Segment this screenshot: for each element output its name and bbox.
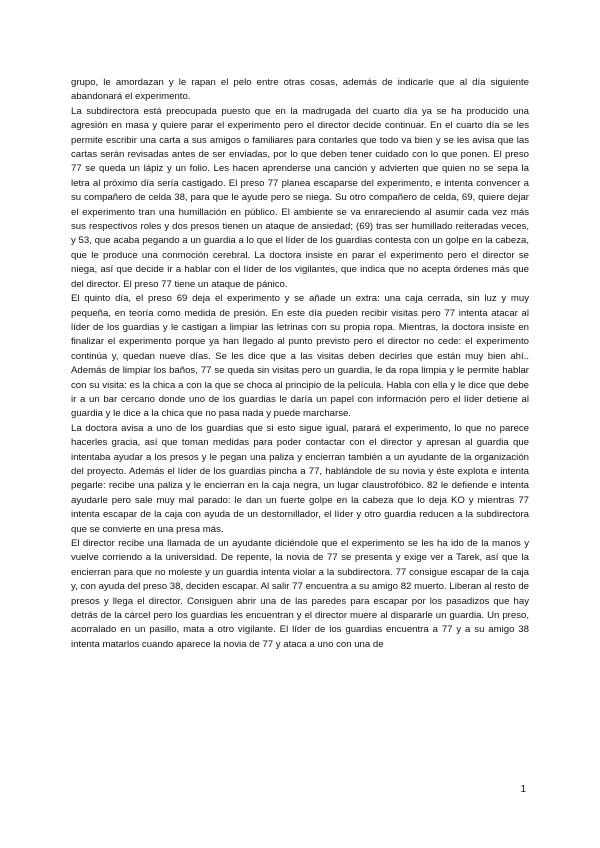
paragraph-2: La subdirectora está preocupada puesto que en la madrugada del cuarto día ya se ha producido una agresión en masa y quiere parar el experimento pero el director decide continuar. En el cuarto día se les permite escribir una carta a sus amigos o familiares para contarles que todo va bien y se les avisa que las cartas serán revisadas antes de ser enviadas, por lo que deben tener cuidado con lo que ponen. El preso 77 se queda un lápiz y un folio. Les hacen aprenderse una canción y advierten que quien no se sepa la letra al próximo día sería castigado. El preso 77 planea escaparse del experimento, e intenta convencer a su compañero de celda 38, para que le ayude pero se niega. Su otro compañero de celda, 69, quiere dejar el experimento tran una humillación en público. El ambiente se va enrareciendo al asumir cada vez más sus respectivos roles y dos presos tienen un ataque de ansiedad; (69) tras ser humillado reiteradas veces, y 53, que acaba pegando a un guardia a lo que el líder de los guardias contesta con un golpe en la cabeza, que le produce una conmoción cerebral. La doctora insiste en parar el experimento pero el director se niega, así que decide ir a hablar con el líder de los vigilantes, que indica que no acepta órdenes más que del director. El preso 77 tiene un ataque de pánico. (71, 105, 529, 290)
page-number: 1 (520, 784, 526, 795)
paragraph-5: El director recibe una llamada de un ayudante diciéndole que el experimento se les ha ido de la manos y vuelve corriendo a la universidad. De repente, la novia de 77 se presenta y exige ver a Tarek, así que la encierran para que no moleste y un guardia intenta violar a la subdirectora. 77 consigue escapar de la caja y, con ayuda del preso 38, deciden escapar. Al salir 77 encuentra a su amigo 82 muerto. Liberan al resto de presos y llega el director. Consiguen abrir una de las paredes para escapar por los pasadizos que hay detrás de la cárcel pero los guardias les encuentran y el director muere al dispararle un guardia. Un preso, acorralado en un pasillo, mata a otro vigilante. El líder de los guardias encuentra a 77 y a su amigo 38 intenta matarlos cuando aparece la novia de 77 y ataca a uno con una de (71, 538, 529, 650)
body-text (71, 76, 529, 652)
paragraph-3: El quinto día, el preso 69 deja el experimento y se añade un extra: una caja cerrada, sin luz y muy pequeña, en teoría como medida de presión. En este día pueden recibir visitas pero 77 intenta atacar al líder de los guardias y le castigan a limpiar las letrinas con su propia ropa. Mientras, la doctora insiste en finalizar el experimento porque ya han llegado al punto previsto pero el director no cede: el experimento continúa y, quedan nueve días. Se les dice que a las visitas deben decirles que están muy bien ahí.. Además de limpiar los baños, 77 se queda sin visitas pero un guardia, le da ropa limpia y le permite hablar con su visita: es la chica a con la que se choca al principio de la película. Habla con ella y le dice que debe ir a un bar cercano donde uno de los guardias le daría un papel con información pero el líder detiene al guardia y le dice a la chica que no pasa nada y puede marcharse. (71, 293, 529, 420)
paragraph-4: La doctora avisa a uno de los guardias que si esto sigue igual, parará el experimento, lo que no parece hacerles gracia, así que toman medidas para poder contactar con el director y apresan al guardia que intentaba ayudar a los presos y le pegan una paliza y encierran también a un ayudante de la organización del proyecto. Además el líder de los guardias pincha a 77, hablándole de su novia y éste explota e intenta pegarle: recibe una paliza y le encierran en la caja negra, un lugar claustrofóbico. 82 le defiende e intenta ayudarle pero sale muy mal parado: le dan un fuerte golpe en la cabeza que lo deja KO y mientras 77 intenta escapar de la caja con ayuda de un destornillador, el líder y otro guardia reducen a la subdirectora que se convierte en una presa más. (71, 422, 529, 535)
paragraph-1: grupo, le amordazan y le rapan el pelo entre otras cosas, además de indicarle que al día siguiente abandonará el experimento. (71, 77, 529, 103)
